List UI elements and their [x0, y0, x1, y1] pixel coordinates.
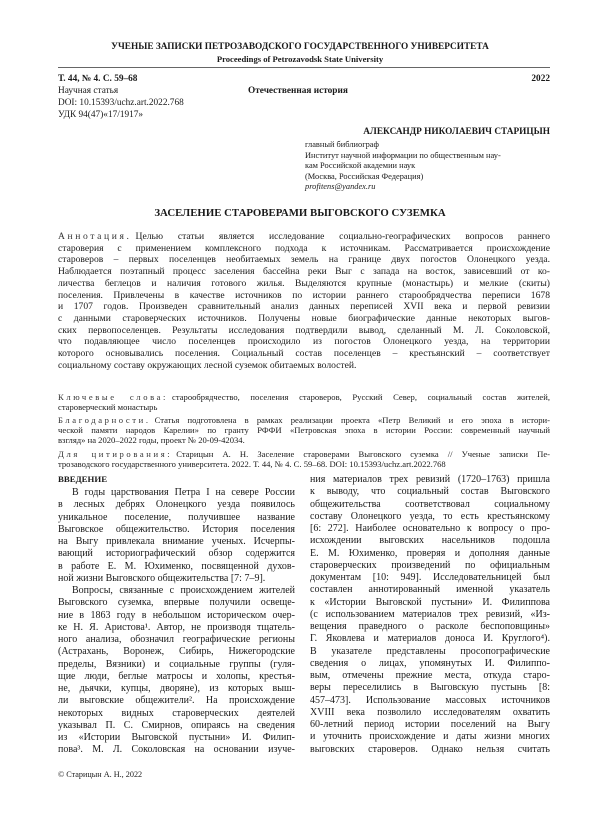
acknowledgments-text: Статья подготовлена в рамках реализации проекта «Петр Великий и его эпоха в истори- [154, 415, 550, 425]
abstract-line [58, 254, 550, 266]
abstract-text: с данными староверческих источников. Получены новые биографические данные некоторых выгов- [58, 312, 550, 324]
abstract-line [58, 243, 550, 255]
body-line: Выговского суземка, впервые получили освеще- [58, 597, 295, 609]
article-type: Научная статья [58, 86, 119, 96]
abstract-text: Целью статьи является исследование социально-географических вопросов раннего [135, 231, 550, 242]
abstract-text: староверия с применением комплексного подхода к источникам. Рассматривается происхождение [58, 242, 550, 254]
abstract-line [58, 266, 550, 278]
abstract-line [58, 278, 550, 290]
author-name: АЛЕКСАНДР НИКОЛАЕВИЧ СТАРИЦЫН [363, 127, 550, 137]
body-line: вещения праведного о расколе беспоповщины» [310, 621, 550, 632]
body-line: из «Истории Выговской пустыни» И. Филип- [58, 732, 295, 743]
body-line: ние в 1863 году в небольшом историческом очер- [58, 609, 295, 621]
abstract-text: которого основывались поселения. Социальный состав поселенцев – крестьянский – соответствует [58, 348, 550, 360]
body-line: щие люди, беглые матросы и холопы, крестья- [58, 670, 295, 682]
keywords [58, 392, 550, 412]
body-line: [6: 272]. Наиболее основательно к вопросу о про- [310, 523, 550, 534]
year: 2022 [531, 74, 550, 84]
keywords-line [58, 402, 550, 412]
body-line: к «Истории Выговской пустыни» И. Филиппова [310, 596, 550, 608]
abstract-line [58, 360, 550, 372]
body-line: староверческих произведений по официальным [310, 559, 550, 571]
acknowledgments [58, 415, 550, 445]
journal-title-ru: УЧЕНЫЕ ЗАПИСКИ ПЕТРОЗАВОДСКОГО ГОСУДАРСТВЕННОГО УНИВЕРСИТЕТА [111, 42, 489, 52]
abstract-label: Аннотация. [58, 231, 132, 242]
acknowledgments-label: Благодарности. [58, 415, 151, 425]
body-line: ной жизни Выговского общежительства [7: 7–9]. [58, 572, 266, 584]
body-line: составлен аннотированный именной указатель [310, 584, 550, 596]
acknowledgments-text: взгляд» на 2020–2022 годы, проект № 20-09-42034. [58, 435, 245, 445]
citation-label: Для цитирования: [58, 449, 173, 459]
journal-title-en: Proceedings of Petrozavodsk State University [216, 54, 384, 64]
acknowledgments-line [58, 435, 550, 445]
body-line: ного анализа, обозначил географические регионы [58, 634, 295, 645]
body-line: вающий историографический обзор содержится [58, 548, 295, 560]
abstract-line [58, 231, 550, 243]
citation-text: Старицын А. Н. Заселение староверами Выговского суземка // Ученые записки Пе- [176, 449, 551, 459]
abstract [58, 231, 550, 371]
body-line: 60-летний период истории поселений на Выгу [310, 719, 550, 730]
affiliation-line: (Москва, Российская Федерация) [305, 171, 424, 181]
abstract-line [58, 313, 550, 325]
body-line: в работе Е. М. Юхименко, посвященной духов- [58, 560, 295, 572]
body-line: Вопросы, связанные с происхождением жителей [72, 585, 295, 596]
body-line: общежительства соответствовал социальному [310, 498, 550, 510]
body-line: составу Олонецкого уезда, то есть крестьянскому [310, 510, 550, 522]
abstract-text: Наблюдается поэтапный процесс заселения бассейна реки Выг с запада на восток, зависевший от ко- [58, 266, 550, 278]
body-line: XVIII века позволило исследователям охватить [310, 706, 550, 718]
body-line: на Выгу привлекала внимание ученых. Исчерпы- [58, 536, 295, 547]
body-line: пределы, Вязники) и социальные группы (гуля- [58, 658, 295, 670]
body-line: к выводу, что социальный состав Выговского [310, 486, 550, 498]
citation-line [58, 459, 550, 469]
body-line: Е. М. Юхименко, проверяя и дополняя данные [310, 547, 550, 559]
body-line: Выговское общежительство. История поселения [58, 523, 295, 535]
body-line: пова³. М. Л. Соколовская на основании изуче- [58, 744, 295, 756]
abstract-line [58, 336, 550, 348]
body-line: ли выговские общежители². На происхождение [58, 695, 295, 707]
body-line: сведения о лицах, упомянутых И. Филиппо- [310, 657, 550, 669]
body-line: 457–473]. Использование массовых источников [310, 694, 550, 706]
author-email[interactable]: profitens@yandex.ru [305, 182, 376, 192]
keywords-label: Ключевые слова: [58, 392, 169, 402]
body-line: в лесных дебрях Олонецкого уезда появилось [58, 499, 295, 511]
abstract-line [58, 348, 550, 360]
body-line: веры переселились в Выговскую пустынь [8: [310, 682, 550, 694]
body-line: и уточнить происхождение и даты жизни многих [310, 731, 550, 743]
abstract-text: что подавляющее число поселенцев происходило из погостов Олонецкого уезда, на территории [58, 336, 550, 348]
abstract-line [58, 325, 550, 337]
section-name: Отечественная история [248, 86, 348, 96]
citation-line [58, 449, 550, 459]
body-column-left [58, 474, 295, 757]
abstract-line [58, 290, 550, 302]
affiliation-line: Институт научной информации по общественным нау- [305, 150, 501, 160]
affiliation-line: главный библиограф [305, 140, 379, 149]
body-line: ке Н. Я. Аристова¹. Автор, не производя тщатель- [58, 621, 295, 633]
author-affiliation [305, 140, 550, 193]
body-line: исхождении выговских насельников подошла [310, 535, 550, 547]
body-line: Г. Яковлева и материалов доноса И. Круглого⁴). [310, 633, 550, 645]
copyright: © Старицын А. Н., 2022 [58, 770, 143, 779]
header-divider [58, 67, 550, 68]
article-title: ЗАСЕЛЕНИЕ СТАРОВЕРАМИ ВЫГОВСКОГО СУЗЕМКА [154, 207, 446, 219]
keywords-line [58, 392, 550, 402]
abstract-text: поселения. Привлечены в качестве источников по истории раннего старообрядчества переписи 1678 [58, 289, 550, 301]
body-column-right [310, 474, 550, 756]
abstract-text: социальному составу окружающих лесной суземок обитаемых волостей. [58, 359, 357, 371]
acknowledgments-line [58, 425, 550, 435]
body-line: указывал П. С. Смирнов, опираясь на сведения [58, 719, 295, 731]
body-line: (с использованием материалов трех ревизий, «Из- [310, 608, 550, 620]
body-line: уникальное поселение, получившее название [58, 511, 295, 523]
body-line: В годы царствования Петра I на севере России [72, 487, 295, 498]
abstract-text: и 1707 годов. Произведен сравнительный анализ данных переписей XVII века и первой ревизии [58, 301, 550, 313]
body-line: вым, отмечены прежние места, откуда старо- [310, 670, 550, 681]
body-line: В указателе представлены просопографические [310, 645, 550, 657]
body-line: не, дьячки, купцы, дворяне), из которых выш- [58, 683, 295, 694]
abstract-text: староверов – первых поселенцев необитаемых земель на границе двух погостов Олонецкого уезда. [58, 254, 550, 266]
keywords-text: старообрядчество, поселения староверов, Русский Север, социальный состав жителей, [172, 392, 550, 402]
body-paragraphs [310, 474, 550, 756]
citation [58, 449, 550, 469]
abstract-line [58, 301, 550, 313]
affiliation-line: кам Российской академии наук [305, 161, 416, 171]
section-heading: ВВЕДЕНИЕ [58, 474, 108, 484]
acknowledgments-text: ческой памяти народов Карелии» по гранту РФФИ «Петровская эпоха в истории России: современный научный [58, 425, 550, 435]
acknowledgments-line [58, 415, 550, 425]
udk: УДК 94(47)«17/1917» [58, 110, 144, 120]
body-line: ния материалов трех ревизий (1720–1763) пришла [310, 474, 550, 485]
abstract-text: ских первопоселенцев. Результаты исследования подтвердили вывод, сделанный М. Л. Соколовской, [58, 324, 550, 336]
body-line: (Астрахань, Воронеж, Сибирь, Нижегородские [58, 646, 295, 658]
doi: DOI: 10.15393/uchz.art.2022.768 [58, 98, 184, 108]
abstract-text: личества беглецов и наличия готового жилья. Выделяются крупные (монастырь) и мелкие (скиты) [58, 277, 550, 289]
body-paragraphs [58, 487, 295, 757]
body-line: документам [10: 949]. Исследовательницей был [310, 572, 550, 583]
body-line: некоторых видных староверческих деятелей [58, 707, 295, 719]
volume-pages: Т. 44, № 4. С. 59–68 [58, 74, 138, 84]
body-line: выговских староверов. Однако нельзя считать [310, 743, 550, 755]
citation-text: трозаводского государственного университета. 2022. Т. 44, № 4. С. 59–68. DOI: 10.15393/uchz.art.2022.768 [58, 459, 446, 469]
keywords-text: староверческий монастырь [58, 402, 158, 412]
